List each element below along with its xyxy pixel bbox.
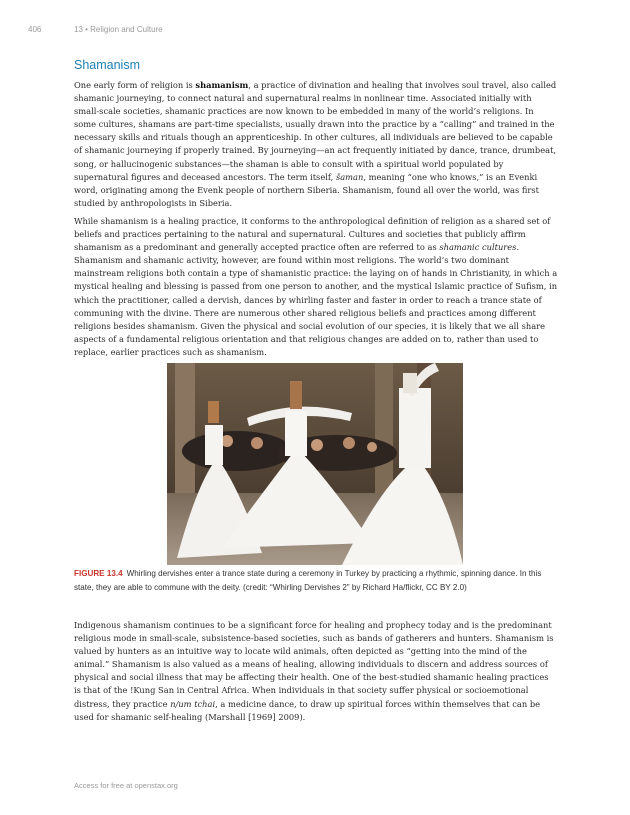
figure-label: FIGURE 13.4 <box>74 569 123 578</box>
term-shamanic-cultures: shamanic cultures <box>439 242 517 253</box>
key-term-shamanism: shamanism <box>195 80 249 90</box>
figure-photo-whirling-dervishes <box>167 363 463 565</box>
term-num-tchai: n/um tchai <box>170 698 216 709</box>
paragraph-indigenous-shamanism <box>74 619 558 724</box>
figure-caption <box>74 567 560 595</box>
term-saman: šaman <box>335 171 364 182</box>
footer-access-link[interactable]: Access for free at openstax.org <box>74 781 178 790</box>
text-run: , a medicine dance, to draw up spiritual forces within themselves that can be used for shamanic self-healing (Marshall [1969] 2009). <box>74 698 541 722</box>
text-run: Indigenous shamanism continues to be a significant force for healing and prophecy today and is the predominant religious mode in small-scale, subsistence-based societies, such as bands of gatherers and hunters. Shamanism is valued by hunters as an intuitive way to locate wild animals, often depicted as “getting into the mind of the animal.” Shamanism is also valued as a means of healing, allowing individuals to discern and address sources of physical and social illness that may be affecting their health. One of the best-studied shamanic healing practices is that of the !Kung San in Central Africa. When individuals in that society suffer physical or socioemotional distress, they practice <box>74 620 554 709</box>
figure-caption-text: Whirling dervishes enter a trance state during a ceremony in Turkey by practicing a rhythmic, spinning dance. In this state, they are able to commune with the deity. (credit: “Whirling Dervishes 2” by Richard Ha/flickr, CC BY 2.0) <box>74 569 542 593</box>
text-run: One early form of religion is <box>74 80 196 90</box>
text-run: , a practice of divination and healing that involves soul travel, also called shamanic journeying, to connect natural and supernatural realms in nonlinear time. Associated initially with small-scale societies, shamanic practices are now known to be embedded in many of the world’s religions. In some cultures, shamans are part-time specialists, usually drawn into the practice by a “calling” and trained in the necessary skills and rituals though an apprenticeship. In other cultures, all individuals are believed to be capable of shamanic journeying if properly trained. By journeying—an act frequently initiated by dance, trance, drumbeat, song, or hallucinogenic substances—the shaman is able to consult with a spiritual world populated by supernatural figures and deceased ancestors. The term itself, <box>74 80 557 182</box>
text-run: While shamanism is a healing practice, it conforms to the anthropological definition of religion as a shared set of beliefs and practices pertaining to the natural and supernatural. Cultures and societies that publicly affirm shamanism as a predominant and generally accepted practice often are referred to as <box>74 216 551 253</box>
paragraph-shamanism-religion <box>74 215 558 359</box>
paragraph-shamanism-definition <box>74 79 558 210</box>
text-run: , meaning “one who knows,” is an Evenki word, originating among the Evenk people of northern Siberia. Shamanism, found all over the world, was first studied by anthropologists in Siberia. <box>74 171 539 208</box>
chapter-header: 13 • Religion and Culture <box>74 25 163 34</box>
text-run: . Shamanism and shamanic activity, however, are found within most religions. The world’s two dominant mainstream religions both contain a type of shamanistic practice: the laying on of hands in Christianity, in which a mystical healing and blessing is passed from one person to another, and the mystical Islamic practice of Sufism, in which the practitioner, called a dervish, dances by whirling faster and faster in order to reach a trance state of communing with the divine. There are numerous other shared religious beliefs and practices among different religions besides shamanism. Given the physical and social evolution of our species, it is likely that we all share aspects of a fundamental religious orientation and that religious changes are added on to, rather than used to replace, earlier practices such as shamanism. <box>74 242 558 357</box>
page-number: 406 <box>28 25 42 34</box>
section-title: Shamanism <box>74 58 140 72</box>
